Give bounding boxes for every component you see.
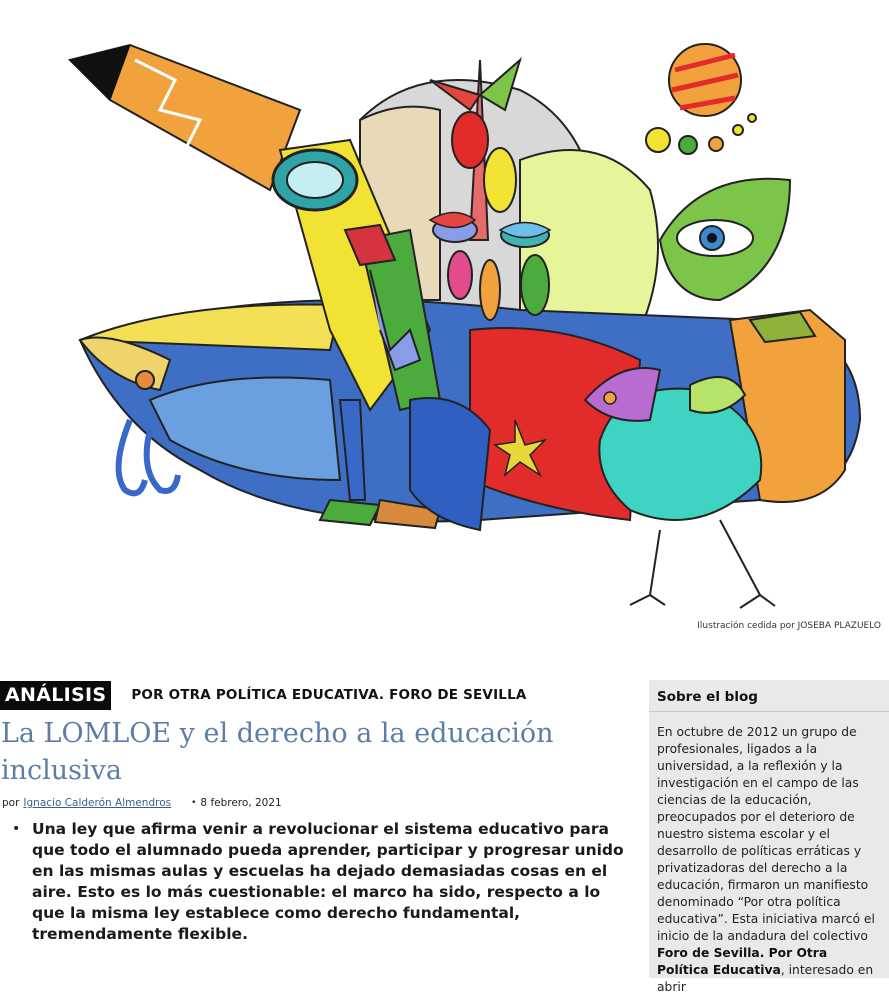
author-link[interactable]: Ignacio Calderón Almendros — [23, 797, 172, 809]
sidebar-about-blog — [649, 680, 889, 994]
sidebar-text-part-1: En octubre de 2012 un grupo de profesionales, ligados a la universidad, a la reflexión y la investigación en el campo de las ciencias de la educación, preocupados por el deterioro de nuestro sistema escolar y el desarrollo de políticas erráticas y privatizadoras del derecho a la educación, firmaron un manifiesto denominado “Por otra política educativa”. Esta iniciativa marcó el inicio de la andadura del colectivo — [657, 725, 875, 943]
section-tag[interactable]: ANÁLISIS — [0, 681, 111, 710]
image-caption: Ilustración cedida por JOSEBA PLAZUELO — [697, 621, 881, 631]
sidebar-title: Sobre el blog — [649, 680, 889, 712]
byline-prefix: por — [2, 797, 20, 809]
summary-bullet: • — [12, 821, 21, 837]
date-bullet: • — [191, 798, 197, 808]
sidebar-text-part-2: , interesado en abrir — [657, 963, 874, 994]
summary-text: Una ley que afirma venir a revolucionar el sistema educativo para que todo el alumnado pueda aprender, participar y progresar unido en las mismas aulas y escuelas ha dejado demasiadas cosas en el aire. Esto es lo más cuestionable: el marco ha sido, respecto a lo que la misma ley establece como derecho fundamental, tremendamente flexible. — [32, 820, 624, 943]
sidebar-text — [649, 712, 889, 996]
article-summary — [12, 819, 640, 945]
publish-date: 8 febrero, 2021 — [200, 797, 282, 809]
byline — [0, 797, 640, 809]
article-header — [0, 678, 640, 945]
kicker-row — [0, 678, 640, 712]
article-title: La LOMLOE y el derecho a la educación inclusiva — [1, 718, 554, 786]
blog-name[interactable]: POR OTRA POLÍTICA EDUCATIVA. FORO DE SEVILLA — [131, 687, 527, 703]
sidebar-text-bold: Foro de Sevilla. Por Otra Política Educativa — [657, 946, 828, 977]
